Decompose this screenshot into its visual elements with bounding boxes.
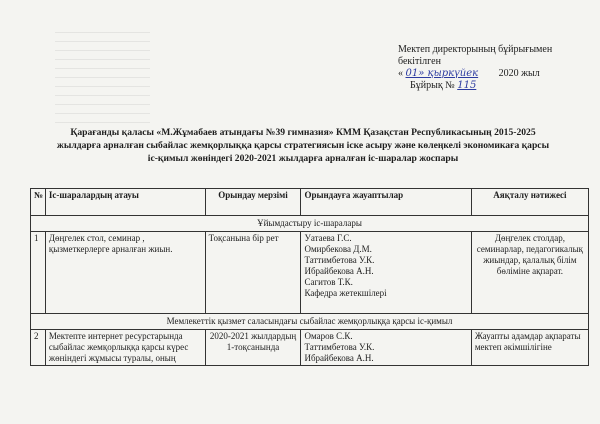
row-term: 2020-2021 жылдардың 1-тоқсанында <box>205 330 301 366</box>
header-num: № <box>31 189 46 216</box>
approval-line2: бекітілген <box>398 56 441 67</box>
row-num: 1 <box>31 232 46 314</box>
row-name: Мектепте интернет ресурстарында сыбайлас жемқорлыққа қарсы күрес жөніндегі жұмысы туралы, оның <box>45 330 205 366</box>
header-responsible: Орындауға жауаптылар <box>301 189 471 216</box>
row-result: Дөңгелек столдар, семинарлар, педагогикалық жиындар, қалалық білім бөліміне ақпарат. <box>471 232 588 314</box>
handwritten-order-number: 115 <box>457 80 477 91</box>
table-header-row <box>31 189 589 216</box>
bleed-through-text <box>55 28 150 123</box>
row-num: 2 <box>31 330 46 366</box>
row-name: Дөңгелек стол, семинар , қызметкерлерге арналған жиын. <box>45 232 205 314</box>
approval-block <box>398 44 588 92</box>
header-name: Іс-шаралардың атауы <box>45 189 205 216</box>
table-row <box>31 330 589 366</box>
plan-table <box>30 188 589 366</box>
approval-date: « 01» қыркүйек 2020 жыл <box>398 68 540 79</box>
row-term: Тоқсанына бір рет <box>205 232 301 314</box>
header-result: Аяқталу нәтижесі <box>471 189 588 216</box>
document-title: Қарағанды қаласы «М.Жұмабаев атындағы №39 гимназия» КММ Қазақстан Республикасының 2015-2025 жылдарға арналған сыбайлас жемқорлыққа қарсы стратегиясын іске асыру және көлеңкелі экономикаға қарсы іс-қимыл жөніндегі 2020-2021 жылдарға арналған іс-шаралар жоспары <box>56 127 550 164</box>
section-row: Ұйымдастыру іс-шаралары <box>31 216 589 232</box>
row-responsible: Уатаева Г.С. Омирбекова Д.М. Таттимбетова У.К. Ибрайбекова А.Н. Сагитов Т.К. Кафедра жетекшілері <box>301 232 471 314</box>
row-result: Жауапты адамдар ақпараты мектеп әкімшілігіне <box>471 330 588 366</box>
table-row <box>31 232 589 314</box>
approval-order: Бұйрық № 115 <box>410 80 477 91</box>
approval-line1: Мектеп директорының бұйрығымен <box>398 44 553 55</box>
row-responsible: Омаров С.К. Таттимбетова У.К. Ибрайбекова А.Н. <box>301 330 471 366</box>
handwritten-date: 01» қыркүйек <box>405 68 479 79</box>
header-term: Орындау мерзімі <box>205 189 301 216</box>
section-row: Мемлекеттік қызмет саласындағы сыбайлас жемқорлыққа қарсы іс-қимыл <box>31 314 589 330</box>
